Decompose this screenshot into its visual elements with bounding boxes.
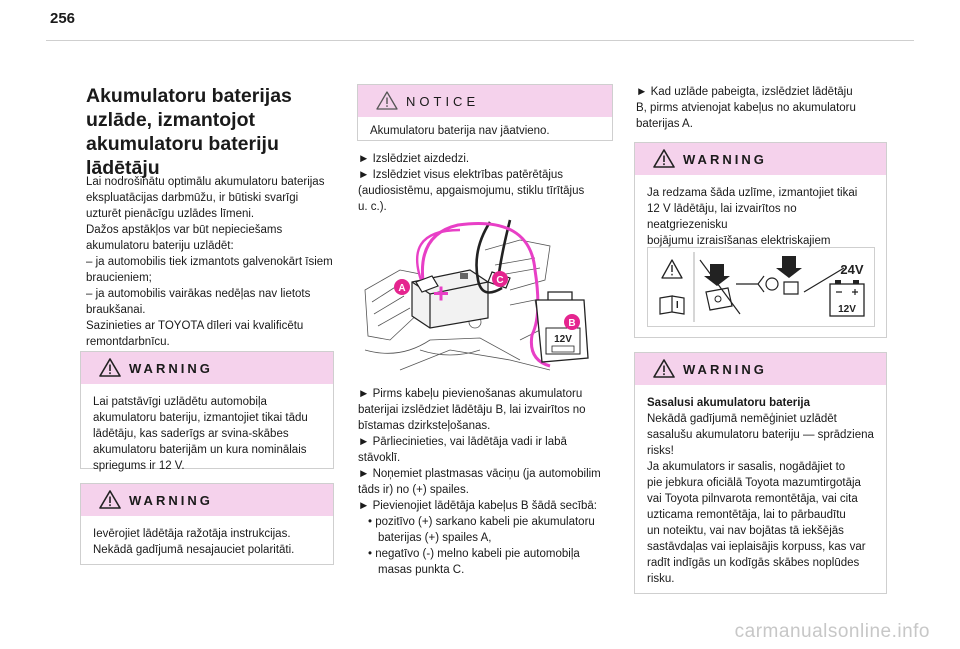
text-line: pie jebkura oficiālā Toyota mazumtirgotāja: [647, 477, 861, 489]
text-line: ► Izslēdziet visus elektrības patērētājus: [358, 169, 564, 181]
text-line: sastāvdaļas vai ieplaisājis korpuss, kas var: [647, 541, 866, 553]
warning-triangle-icon: [99, 358, 121, 377]
warning-triangle-icon: [99, 490, 121, 509]
callout-b: [564, 314, 580, 330]
text-line: ► Kad uzlāde pabeigta, izslēdziet lādētāju: [636, 86, 853, 98]
notice-heading: NOTICE: [406, 94, 480, 109]
text-line: braukšanai.: [86, 304, 146, 316]
text-line: risku.: [647, 573, 675, 585]
warning-header: [81, 484, 333, 516]
text-line: u. c.).: [358, 201, 387, 213]
sticker-warning-icon: [662, 260, 682, 278]
intro-text: [86, 174, 356, 350]
text-line: bīstamas dzirksteļošanas.: [358, 420, 491, 432]
text-line: lādētāju, kas saderīgs ar svina-skābes: [93, 428, 289, 440]
connector-icon: [736, 276, 778, 292]
text-line: Ja redzama šāda uzlīme, izmantojiet tikai: [647, 187, 858, 199]
text-line: stāvoklī.: [358, 452, 401, 464]
warning-box-charger-type: [80, 351, 334, 472]
text-line: braucieniem;: [86, 272, 152, 284]
steps-disconnect: [636, 84, 896, 132]
text-line: akumulatoru bateriju, izmantojiet tikai tādu: [93, 412, 308, 424]
charger-voltage-label: 12V: [554, 334, 572, 345]
text-line: ► Izslēdziet aizdedzi.: [358, 153, 470, 165]
text-line: sasalušu akumulatoru bateriju — sprādziena: [647, 429, 874, 441]
notice-header: [358, 85, 612, 117]
text-line: bojājumu izraisīšanas elektriskajiem: [647, 235, 831, 247]
text-line: Nekādā gadījumā nemēģiniet uzlādēt: [647, 413, 837, 425]
manual-book-icon: [660, 296, 684, 314]
warning-triangle-icon: [653, 149, 675, 168]
text-line: Lai nodrošinātu optimālu akumulatoru baterijas: [86, 176, 325, 188]
text-line: ► Pārliecinieties, vai lādētāja vadi ir labā: [358, 436, 567, 448]
warning-box-polarity: [80, 483, 334, 565]
warning-box-frozen-battery: [634, 352, 887, 594]
text-line: tāds ir) no (+) spailes.: [358, 484, 469, 496]
voltage-label-sticker: [647, 247, 875, 327]
label-24v: 24V: [840, 262, 864, 277]
text-line: ► Pirms kabeļu pievienošanas akumulatoru: [358, 388, 583, 400]
warning-heading: WARNING: [683, 152, 767, 167]
text-line: Ievērojiet lādētāja ražotāja instrukcijas.: [93, 528, 291, 540]
steps-connect: [358, 386, 620, 578]
text-line: Lai patstāvīgi uzlādētu automobiļa: [93, 396, 267, 408]
label-12v: 12V: [838, 304, 856, 315]
text-line: baterijas A.: [636, 118, 693, 130]
page-number: 256: [50, 10, 76, 27]
text-line: Akumulatoru baterija nav jāatvieno.: [370, 125, 550, 137]
text-line: akumulatoru baterijām un kura nominālais: [93, 444, 307, 456]
text-line: Sazinieties ar TOYOTA dīleri vai kvalificētu: [86, 320, 304, 332]
text-line: Dažos apstākļos var būt nepieciešams: [86, 224, 283, 236]
sticker-drawing: [648, 248, 874, 326]
text-line: baterijas (+) spailes A,: [378, 532, 492, 544]
text-line: uzturēt pienācīgu uzlādes līmeni.: [86, 208, 255, 220]
battery-12v-icon: [830, 280, 864, 316]
steps-ignition: [358, 151, 618, 215]
warning-heading: WARNING: [129, 493, 213, 508]
text-line: • negatīvo (-) melno kabeli pie automobiļa: [368, 548, 580, 560]
callout-c-label: C: [496, 275, 504, 286]
charging-illustration: [360, 210, 610, 375]
text-line: radīt indīgās un kodīgās skābes noplūdes: [647, 557, 860, 569]
charger-plug-icon: [776, 256, 802, 294]
callout-a-label: A: [398, 283, 406, 294]
text-line: 12 V lādētāju, lai izvairītos no neatgriezenisku: [647, 203, 797, 231]
text-line: (audiosistēmu, apgaismojumu, stiklu tīrītājus: [358, 185, 585, 197]
warning-box-12v-label: [634, 142, 887, 338]
warning-subheading: Sasalusi akumulatoru baterija: [647, 397, 810, 409]
text-line: uzticama remontētāja, lai to pārbaudītu: [647, 509, 846, 521]
warning-triangle-icon: [653, 359, 675, 378]
callout-a: [394, 279, 410, 295]
charger-device: [536, 292, 588, 362]
charger-crossed-icon: [700, 260, 740, 314]
page-title: Akumulatoru baterijas uzlāde, izmantojot akumulatoru bateriju lādētāju: [86, 85, 292, 179]
watermark: carmanualsonline.info: [734, 621, 930, 642]
text-line: un noteiktu, vai nav bojātas tā iekšējās: [647, 525, 844, 537]
text-line: Ja akumulators ir sasalis, nogādājiet to: [647, 461, 846, 473]
notice-triangle-icon: [376, 91, 398, 110]
text-line: baterijai izslēdziet lādētāju B, lai izvairītos no: [358, 404, 586, 416]
text-line: remontdarbnīcu.: [86, 336, 170, 348]
warning-header: [635, 143, 886, 175]
warning-heading: WARNING: [683, 362, 767, 377]
text-line: akumulatoru bateriju uzlādēt:: [86, 240, 234, 252]
text-line: • pozitīvo (+) sarkano kabeli pie akumulatoru: [368, 516, 595, 528]
callout-b-label: B: [568, 318, 576, 329]
text-line: B, pirms atvienojat kabeļus no akumulatoru: [636, 102, 856, 114]
callout-c: [492, 271, 508, 287]
text-line: masas punkta C.: [378, 564, 465, 576]
text-line: Nekādā gadījumā nesajauciet polaritāti.: [93, 544, 295, 556]
text-line: ► Noņemiet plastmasas vāciņu (ja automobilim: [358, 468, 601, 480]
text-line: spriegums ir 12 V.: [93, 460, 185, 472]
warning-header: [635, 353, 886, 385]
warning-header: [81, 352, 333, 384]
text-line: – ja automobilis tiek izmantots galvenokārt īsiem: [86, 256, 333, 268]
notice-box: [357, 84, 613, 141]
top-divider: [46, 40, 914, 41]
warning-heading: WARNING: [129, 361, 213, 376]
text-line: risks!: [647, 445, 674, 457]
text-line: vai Toyota pilnvarota remontētāja, vai cita: [647, 493, 858, 505]
text-line: ► Pievienojiet lādētāja kabeļus B šādā secībā:: [358, 500, 597, 512]
text-line: ekspluatācijas darbmūžu, ir būtiski svarīgi: [86, 192, 299, 204]
text-line: – ja automobilis vairākas nedēļas nav lietots: [86, 288, 311, 300]
